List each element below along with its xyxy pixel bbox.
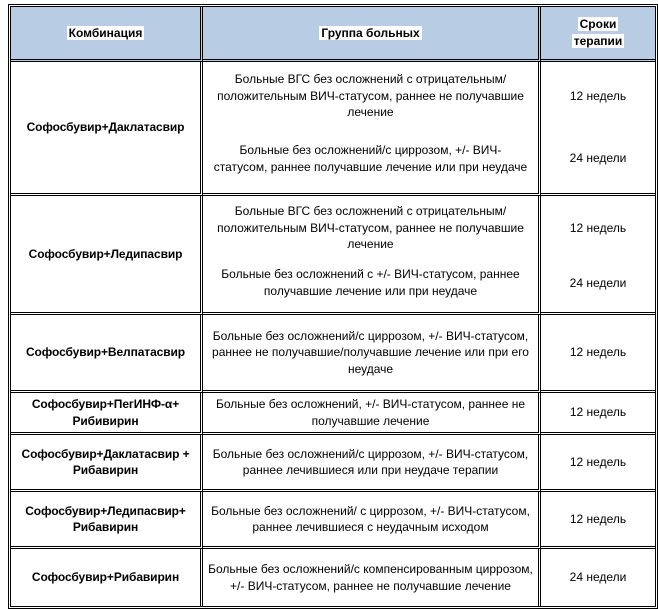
cell-duration: 12 недель (541, 435, 655, 492)
cell-duration: 12 недель (541, 393, 655, 435)
table-row (11, 62, 655, 196)
subrow-group-text: Больные ВГС без осложнений с отрицательным/положительным ВИЧ-статусом, раннее не получавшие лечение (217, 204, 524, 252)
cell-patient-group: Больные без осложнений, +/- ВИЧ-статусом, раннее не получавшие лечение (203, 393, 541, 435)
cell-combination: Софосбувир+ПегИНФ-α+ Рибивирин (11, 393, 203, 435)
subrow-stack (545, 65, 651, 190)
table-row (11, 196, 655, 315)
column-header-combination (11, 7, 203, 62)
table-row (11, 315, 655, 393)
cell-duration: 12 недель (541, 492, 655, 549)
subrow-stack (207, 199, 534, 309)
header-row (11, 7, 655, 62)
column-header-duration-line1: Сроки (579, 17, 617, 32)
column-header-combination-label: Комбинация (68, 25, 143, 40)
subrow-stack (545, 199, 651, 309)
table-row (11, 492, 655, 549)
subrow-duration-text: 24 недели (569, 275, 627, 290)
column-header-duration (541, 7, 655, 62)
cell-patient-group (203, 62, 541, 196)
table-row (11, 435, 655, 492)
cell-duration: 24 недели (569, 570, 627, 585)
cell-combination: Софосбувир+Даклатасвир + Рибавирин (11, 435, 203, 492)
cell-duration (541, 62, 655, 196)
subrow-stack (207, 65, 534, 190)
cell-combination: Софосбувир+Ледипасвир+ Рибавирин (11, 492, 203, 549)
table-header (11, 7, 655, 62)
table-body (11, 62, 655, 606)
cell-combination: Софосбувир+Даклатасвир (11, 62, 203, 196)
cell-patient-group: Больные без осложнений/с компенсированным циррозом, +/- ВИЧ-статусом, раннее не получавшие лечение (203, 549, 541, 606)
subrow-group-text: Больные без осложнений с +/- ВИЧ-статусом, раннее получавшие лечение или при неудаче (221, 267, 520, 298)
cell-duration (541, 196, 655, 315)
cell-patient-group: Больные без осложнений/с циррозом, +/- ВИЧ-статусом, раннее не получавшие/получавшие лечение или при его неудаче (203, 315, 541, 393)
column-header-patient-group-label: Группа больных (321, 25, 420, 40)
cell-combination: Софосбувир+Велпатасвир (11, 315, 203, 393)
cell-patient-group: Больные без осложнений/ с циррозом, +/- ВИЧ-статусом, раннее лечившиеся с неудачным исходом (203, 492, 541, 549)
subrow-duration-text: 12 недель (569, 220, 627, 235)
cell-patient-group (203, 196, 541, 315)
cell-duration: 12 недель (541, 315, 655, 393)
treatment-regimen-table (8, 4, 658, 609)
subrow-group-text: Больные ВГС без осложнений с отрицательным/положительным ВИЧ-статусом, раннее не получавшие лечение (217, 72, 524, 120)
subrow-duration-text: 12 недель (569, 88, 627, 103)
column-header-patient-group (203, 7, 541, 62)
column-header-duration-line2: терапии (573, 34, 623, 48)
cell-combination: Софосбувир+Рибавирин (11, 549, 203, 606)
subrow-duration-text: 24 недели (569, 151, 627, 166)
subrow-group-text: Больные без осложнений/с циррозом, +/- ВИЧ-статусом, раннее получавшие лечение или при неудаче (213, 142, 528, 174)
table-row (11, 393, 655, 435)
cell-patient-group: Больные без осложнений/с циррозом, +/- ВИЧ-статусом, раннее лечившиеся или при неудаче терапии (203, 435, 541, 492)
cell-combination: Софосбувир+Ледипасвир (11, 196, 203, 315)
table-row (11, 549, 655, 606)
